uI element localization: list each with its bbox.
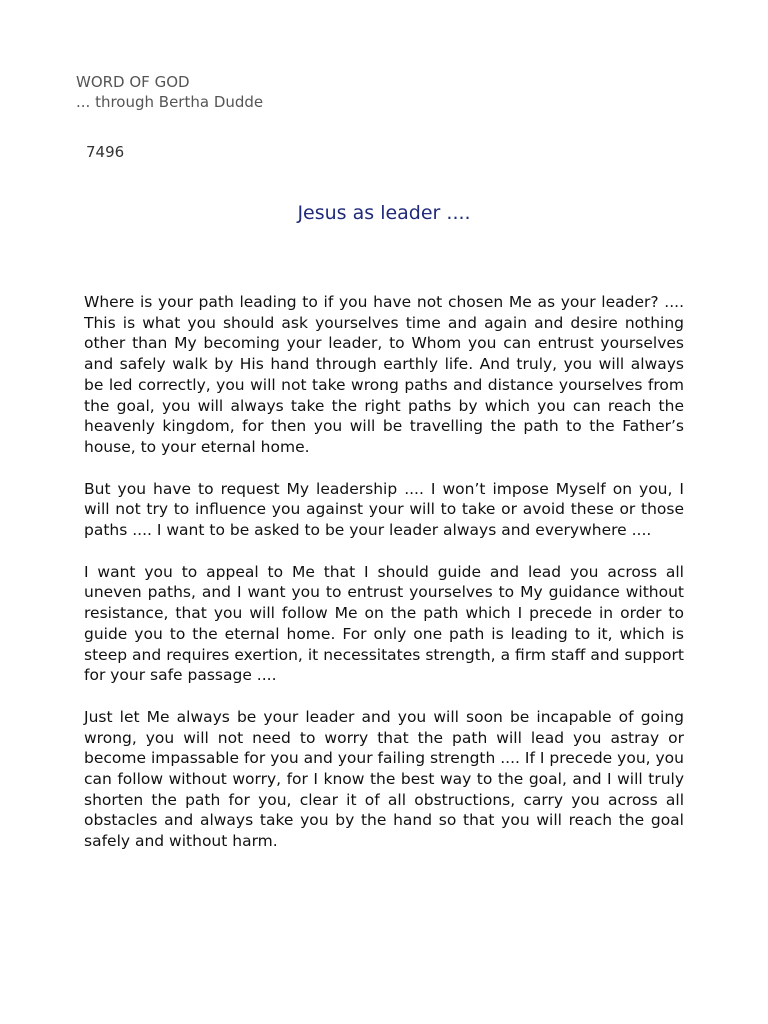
document-body — [84, 292, 684, 873]
header — [76, 72, 263, 112]
paragraph: But you have to request My leadership .... I won’t impose Myself on you, I will not try to influence you against your will to take or avoid these or those paths .... I want to be asked to be your leader always and everywhere .... — [84, 479, 684, 540]
header-title: WORD OF GOD — [76, 73, 190, 91]
paragraph: I want you to appeal to Me that I should guide and lead you across all uneven paths, and I want you to entrust yourselves to My guidance without resistance, that you will follow Me on the path which I precede in order to guide you to the eternal home. For only one path is leading to it, which is steep and requires exertion, it necessitates strength, a firm staff and support for your safe passage .... — [84, 562, 684, 685]
paragraph: Just let Me always be your leader and you will soon be incapable of going wrong, you will not need to worry that the path will lead you astray or become impassable for you and your failing strength .... If I precede you, you can follow without worry, for I know the best way to the goal, and I will truly shorten the path for you, clear it of all obstructions, carry you across all obstacles and always take you by the hand so that you will reach the goal safely and without harm. — [84, 707, 684, 851]
document-number: 7496 — [86, 143, 125, 161]
header-subtitle: ... through Bertha Dudde — [76, 93, 264, 111]
paragraph: Where is your path leading to if you have not chosen Me as your leader? .... This is what you should ask yourselves time and again and desire nothing other than My becoming your leader, to Whom you can entrust yourselves and safely walk by His hand through earthly life. And truly, you will always be led correctly, you will not take wrong paths and distance yourselves from the goal, you will always take the right paths by which you can reach the heavenly kingdom, for then you will be travelling the path to the Father’s house, to your eternal home. — [84, 293, 684, 456]
page-title: Jesus as leader .... — [297, 202, 471, 224]
